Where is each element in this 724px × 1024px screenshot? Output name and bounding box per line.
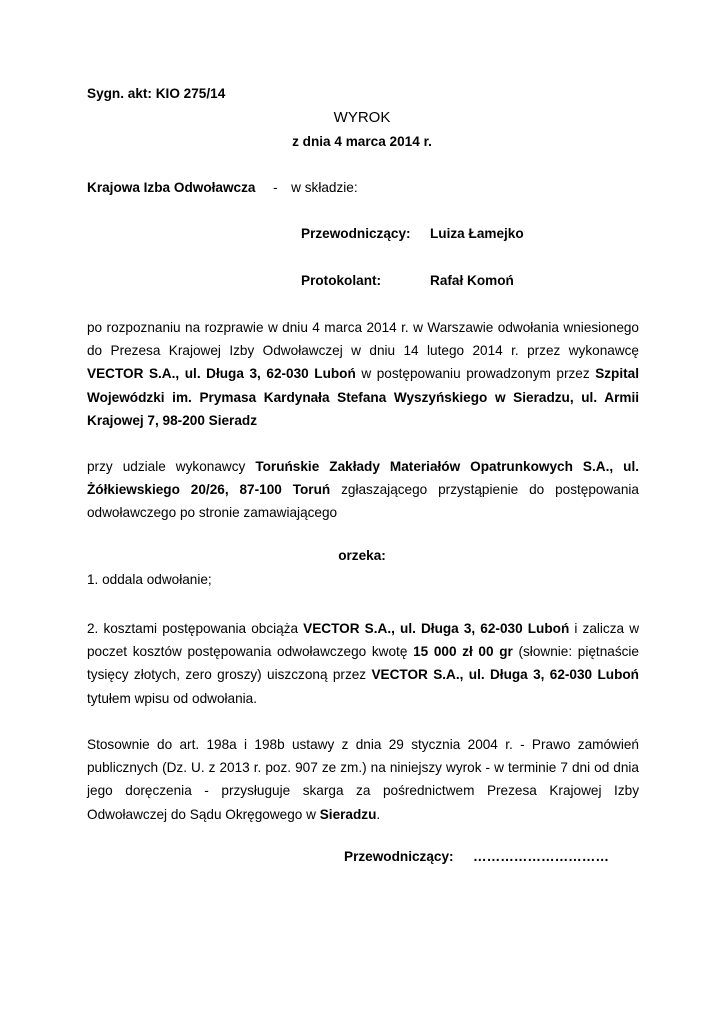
- paragraph-text: zgłaszającego przystąpienie do postępowania odwoławczego po stronie zamawiającego: [87, 482, 639, 521]
- paragraph-text: po rozpoznaniu na rozprawie w dniu 4 marca 2014 r. w Warszawie odwołania wniesionego do Prezesa Krajowej Izby Odwoławczej w dniu 14 lutego 2014 r. przez wykonawcę: [87, 320, 639, 359]
- document-date: z dnia 4 marca 2014 r.: [292, 134, 432, 149]
- chair-label: Przewodniczący:: [301, 226, 411, 241]
- paragraph-text: i zalicza w poczet kosztów postępowania odwoławczego kwotę: [87, 621, 640, 660]
- paragraph-text: (słownie: piętnaście tysięcy złotych, zero groszy) uiszczoną przez: [87, 644, 639, 683]
- paragraph-appeal: [87, 733, 639, 826]
- paragraph-text: 2. kosztami postępowania obciąża: [87, 621, 304, 636]
- clerk-label: Protokolant:: [301, 273, 382, 288]
- party-name: VECTOR S.A., ul. Długa 3, 62-030 Luboń: [371, 667, 639, 683]
- document-title: WYROK: [333, 109, 391, 126]
- ruling-item-1: 1. oddala odwołanie;: [87, 572, 212, 587]
- amount: 15 000 zł 00 gr: [413, 644, 513, 660]
- paragraph-text: Stosownie do art. 198a i 198b ustawy z dnia 29 stycznia 2004 r. - Prawo zamówień publicznych (Dz. U. z 2013 r. poz. 907 ze zm.) na niniejszy wyrok - w terminie 7 dni od dnia jego doręczenia - przysługuje skarga za pośrednictwem Prezesa Krajowej Izby Odwoławczej do Sądu Okręgowego w: [87, 737, 639, 822]
- clerk-name: Rafał Komoń: [430, 273, 514, 288]
- case-signature: Sygn. akt: KIO 275/14: [87, 86, 226, 101]
- composition-line: [87, 180, 358, 195]
- signature-line: …………………………: [473, 849, 609, 864]
- appellant-name: VECTOR S.A., ul. Długa 3, 62-030 Luboń: [87, 366, 356, 382]
- paragraph-costs: [87, 617, 639, 710]
- paragraph-participant: [87, 455, 639, 525]
- court-city: Sieradzu: [319, 806, 377, 822]
- footer-chair-label: Przewodniczący:: [344, 849, 454, 864]
- paragraph-proceedings: [87, 316, 639, 432]
- paragraph-text: w postępowaniu prowadzonym przez: [355, 366, 596, 382]
- chair-name: Luiza Łamejko: [430, 226, 524, 241]
- paragraph-text: przy udziale wykonawcy: [87, 459, 256, 474]
- composition-label: w składzie:: [291, 180, 358, 195]
- body-name: Krajowa Izba Odwoławcza: [87, 180, 256, 195]
- ruling-heading: orzeka:: [338, 548, 386, 563]
- paragraph-text: tytułem wpisu od odwołania.: [87, 690, 258, 706]
- participant-name: Toruńskie Zakłady Materiałów Opatrunkowych S.A., ul. Żółkiewskiego 20/26, 87-100 Toruń: [87, 459, 640, 498]
- dash: -: [273, 180, 278, 195]
- paragraph-text: .: [376, 806, 381, 822]
- party-name: VECTOR S.A., ul. Długa 3, 62-030 Luboń: [303, 621, 570, 636]
- contracting-authority: Szpital Wojewódzki im. Prymasa Kardynała Stefana Wyszyńskiego w Sieradzu, ul. Armii Krajowej 7, 98-200 Sieradz: [87, 366, 639, 428]
